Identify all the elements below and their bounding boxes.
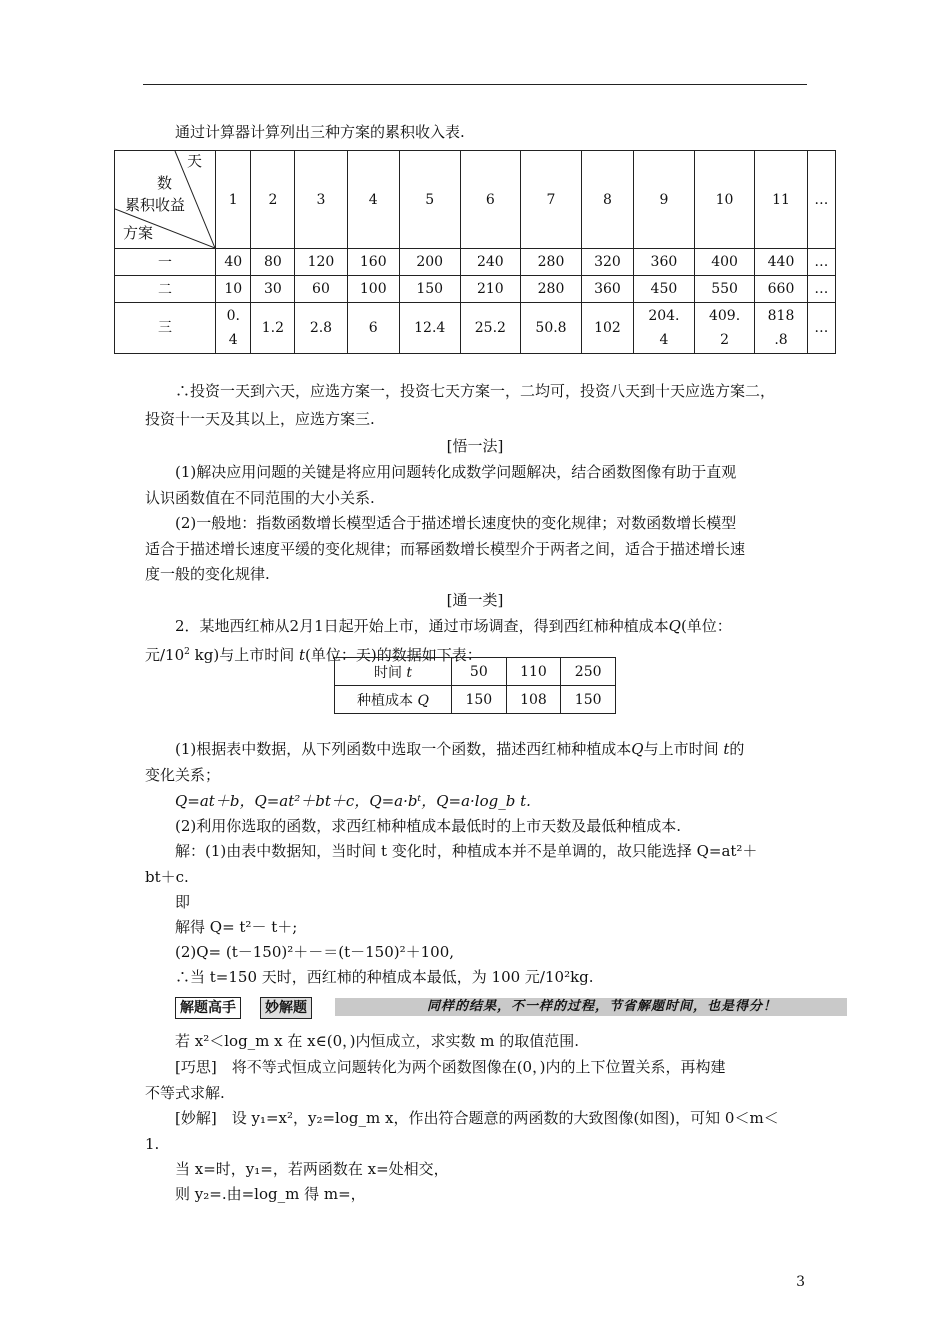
row-label: 三 [115,303,216,354]
ze-line: 则 y₂=.由=log_m 得 m=， [175,1185,366,1203]
text: (单位：天)的数据如下表： [305,646,482,664]
cell-part: 204. [648,308,680,324]
cell: 320 [581,249,633,276]
cell: 210 [460,276,521,303]
cell: … [807,303,835,354]
text: kg)与上市时间 [189,646,299,664]
cell [216,303,251,354]
wu-line-1: (1)解决应用问题的关键是将应用问题转化成数学问题解决，结合函数图像有助于直观 [175,463,737,481]
col-header: 3 [295,151,347,249]
text: 的 [729,740,745,758]
cell: 280 [521,249,582,276]
cell-part: 818 [767,308,795,324]
cost-table [334,657,616,714]
qiaosi-line-1: [巧思] 将不等式恒成立问题转化为两个函数图像在(0，)内的上下位置关系，再构建 [175,1058,726,1076]
dang-line: ∴当 t=150 天时，西红柿的种植成本最低，为 100 元/10²kg. [175,968,594,986]
cell: 280 [521,276,582,303]
cell: 30 [251,276,295,303]
cell: 400 [694,249,755,276]
cell [755,303,807,354]
col-header: 5 [399,151,460,249]
cell-part: 0. [226,308,240,324]
cell: 150 [561,686,616,714]
cell: 450 [634,276,695,303]
table-corner-cell [115,151,216,249]
text: (1)根据表中数据，从下列函数中选取一个函数，描述西红柿种植成本 [175,740,632,758]
cell: 60 [295,276,347,303]
cell: 250 [561,658,616,686]
corner-days-a: 天 [187,152,203,170]
row-label [335,658,452,686]
col-header: 1 [216,151,251,249]
text: 时间 [373,664,407,681]
solution-line-2: bt＋c. [145,868,189,886]
cell: 80 [251,249,295,276]
cell: … [807,249,835,276]
example-line: 若 x²＜log_m x 在 x∈(0，)内恒成立，求实数 m 的取值范围. [175,1032,579,1050]
ji-line: 即 [175,893,191,911]
table-row [335,686,616,714]
dang2-line: 当 x=时，y₁=，若两函数在 x=处相交， [175,1160,449,1178]
var-t: t [723,740,730,758]
table-row [115,276,836,303]
intro-text: 通过计算器计算列出三种方案的累积收入表. [175,123,465,141]
table-row [335,658,616,686]
cell: 10 [216,276,251,303]
var-q: Q [668,617,681,635]
cell: 360 [634,249,695,276]
col-header: 6 [460,151,521,249]
wu-line-4: 适合于描述增长速度平缓的变化规律；而幂函数增长模型介于两者之间，适合于描述增长速 [145,540,746,558]
sup: 2 [184,647,190,657]
row-label [335,686,452,714]
text: 元/10 [145,646,185,664]
banner-label-right: 妙解题 [260,997,312,1019]
col-header: 4 [347,151,399,249]
text: 种植成本 [357,692,418,709]
cell-part: 2 [720,332,730,348]
cell: 150 [399,276,460,303]
var: t [406,664,413,681]
corner-plan: 方案 [123,224,154,242]
q2-line: (2)利用你选取的函数，求西红柿种植成本最低时的上市天数及最低种植成本. [175,817,682,835]
cell: 40 [216,249,251,276]
corner-income: 累积收益 [125,196,186,214]
row-label: 二 [115,276,216,303]
wu-line-3: (2)一般地：指数函数增长模型适合于描述增长速度快的变化规律；对数函数增长模型 [175,514,737,532]
conclusion-line-2: 投资十一天及其以上，应选方案三. [145,410,375,428]
cell: 108 [506,686,561,714]
cell: 200 [399,249,460,276]
cell: 25.2 [460,303,521,354]
col-header: 10 [694,151,755,249]
table-row [115,303,836,354]
cell: 110 [506,658,561,686]
text: (单位： [680,617,732,635]
table-header-row [115,151,836,249]
col-header: 11 [755,151,807,249]
tong-title: [通一类] [446,591,504,609]
cell: 1.2 [251,303,295,354]
cell: 100 [347,276,399,303]
function-list: Q=at＋b，Q=at²＋bt＋c，Q=a·bᵗ，Q=a·log_b t. [175,792,531,810]
cell-part: 409. [708,308,741,324]
banner-label-left: 解题高手 [175,997,241,1019]
problem2-line-1 [175,615,732,637]
cell: 50.8 [521,303,582,354]
cell: 660 [755,276,807,303]
qiaosi-line-2: 不等式求解. [145,1084,225,1102]
col-header: 8 [581,151,633,249]
wu-line-2: 认识函数值在不同范围的大小关系. [145,489,375,507]
tips-banner [175,997,847,1019]
solution-line-1: 解：(1)由表中数据知，当时间 t 变化时，种植成本并不是单调的，故只能选择 Q=at²＋ [175,842,758,860]
var: Q [417,692,429,709]
header-rule [143,84,807,85]
cell: 160 [347,249,399,276]
income-table [114,150,836,354]
var-t: t [298,646,306,664]
col-header: 9 [634,151,695,249]
cell: 12.4 [399,303,460,354]
miaojie-line-1: [妙解] 设 y₁=x²，y₂=log_m x，作出符合题意的两函数的大致图像(如图)，可知 0＜m＜ [175,1109,779,1127]
cell: 2.8 [295,303,347,354]
var-q: Q [631,740,644,758]
cell: 440 [755,249,807,276]
col-header: 7 [521,151,582,249]
cell: 102 [581,303,633,354]
wu-title: [悟一法] [446,437,504,455]
cell: 120 [295,249,347,276]
q1-line-2: 变化关系； [145,766,221,784]
row-label: 一 [115,249,216,276]
cell: 50 [452,658,507,686]
cell: 6 [347,303,399,354]
text: 2．某地西红柿从2月1日起开始上市，通过市场调查，得到西红柿种植成本 [175,617,669,635]
cell-part: 4 [228,332,238,348]
table-row [115,249,836,276]
page-number: 3 [796,1274,805,1290]
cell-part: 4 [659,332,669,348]
col-header: 2 [251,151,295,249]
text: 与上市时间 [643,740,724,758]
cell: … [807,276,835,303]
cell [694,303,755,354]
cell: 550 [694,276,755,303]
cell: 360 [581,276,633,303]
cell: 240 [460,249,521,276]
col-header: … [807,151,835,249]
miaojie-line-2: 1. [145,1135,160,1153]
solution2-line: (2)Q= (t－150)²＋－＝(t－150)²＋100, [175,943,455,961]
jiede-line: 解得 Q= t²－ t＋; [175,918,298,936]
cell: 150 [452,686,507,714]
conclusion-line-1: ∴投资一天到六天，应选方案一，投资七天方案一，二均可，投资八天到十天应选方案二， [175,382,776,400]
banner-tip: 同样的结果，不一样的过程，节省解题时间，也是得分！ [427,999,778,1014]
cell [634,303,695,354]
cell-part: .8 [774,332,788,348]
wu-line-5: 度一般的变化规律. [145,565,270,583]
q1-line-1 [175,738,744,760]
corner-days-b: 数 [157,174,173,192]
